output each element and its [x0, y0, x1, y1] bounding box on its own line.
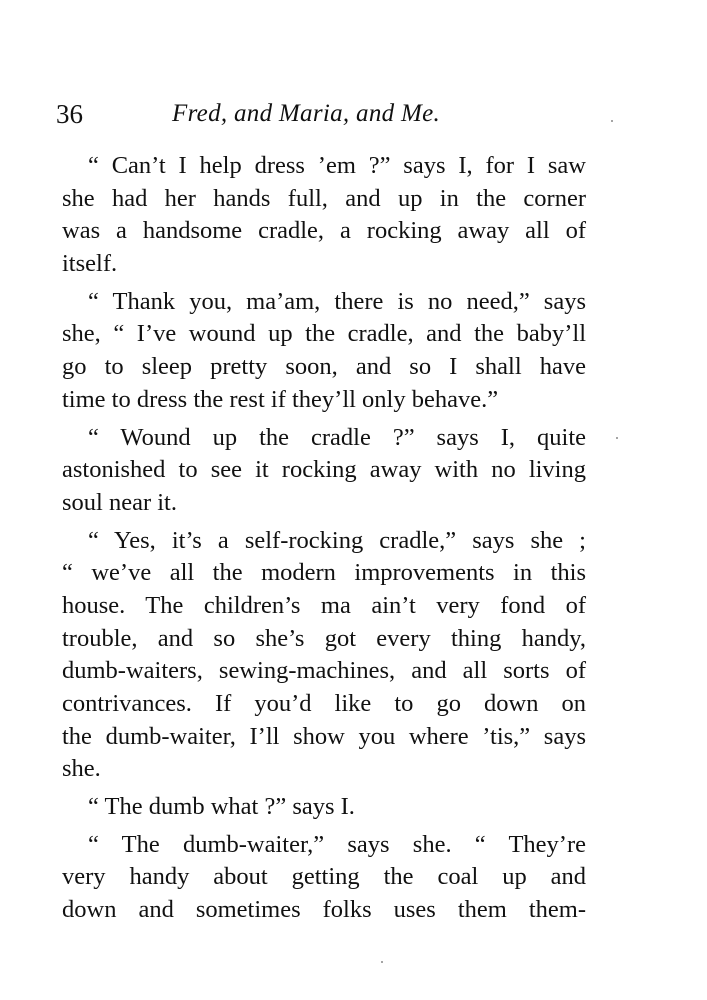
paragraph — [62, 525, 586, 787]
page-header — [56, 96, 476, 132]
text-line: “ we’ve all the modern improvements in this — [62, 559, 586, 587]
print-speck — [616, 437, 618, 439]
print-speck — [611, 120, 613, 122]
text-line: soul near it. — [62, 488, 177, 516]
text-line: down and sometimes folks uses them them- — [62, 896, 586, 924]
running-title: Fred, and Maria, and Me. — [172, 100, 441, 127]
text-line: the dumb-waiter, I’ll show you where ’tis,” says — [62, 722, 586, 750]
text-line: very handy about getting the coal up and — [62, 863, 586, 891]
text-line: “ Wound up the cradle ?” says I, quite — [88, 423, 586, 451]
text-line: “ Can’t I help dress ’em ?” says I, for I saw — [88, 152, 586, 179]
text-line: itself. — [62, 250, 118, 278]
paragraph — [62, 150, 586, 281]
text-line: time to dress the rest if they’ll only behave.” — [62, 385, 499, 413]
text-line: go to sleep pretty soon, and so I shall have — [62, 353, 586, 381]
text-line: she had her hands full, and up in the corner — [62, 184, 586, 212]
paragraph — [62, 829, 586, 927]
text-line: “ The dumb what ?” says I. — [88, 793, 355, 821]
text-line: trouble, and so she’s got every thing handy, — [62, 624, 586, 652]
text-line: house. The children’s ma ain’t very fond of — [62, 591, 586, 619]
text-line: “ The dumb-waiter,” says she. “ They’re — [88, 830, 586, 858]
body-text — [62, 150, 586, 932]
text-line: dumb-waiters, sewing-machines, and all sorts of — [62, 657, 586, 685]
page-number: 36 — [56, 99, 83, 129]
text-line: astonished to see it rocking away with no living — [62, 456, 586, 484]
paragraph — [62, 286, 586, 417]
paragraph — [62, 791, 586, 824]
text-line: was a handsome cradle, a rocking away all of — [62, 217, 586, 245]
text-line: she, “ I’ve wound up the cradle, and the baby’ll — [62, 320, 586, 348]
paragraph — [62, 422, 586, 520]
text-line: “ Yes, it’s a self-rocking cradle,” says she ; — [88, 526, 586, 554]
text-line: “ Thank you, ma’am, there is no need,” says — [88, 287, 586, 315]
text-line: she. — [62, 755, 101, 783]
text-line: contrivances. If you’d like to go down on — [62, 690, 586, 717]
print-speck — [381, 961, 383, 963]
